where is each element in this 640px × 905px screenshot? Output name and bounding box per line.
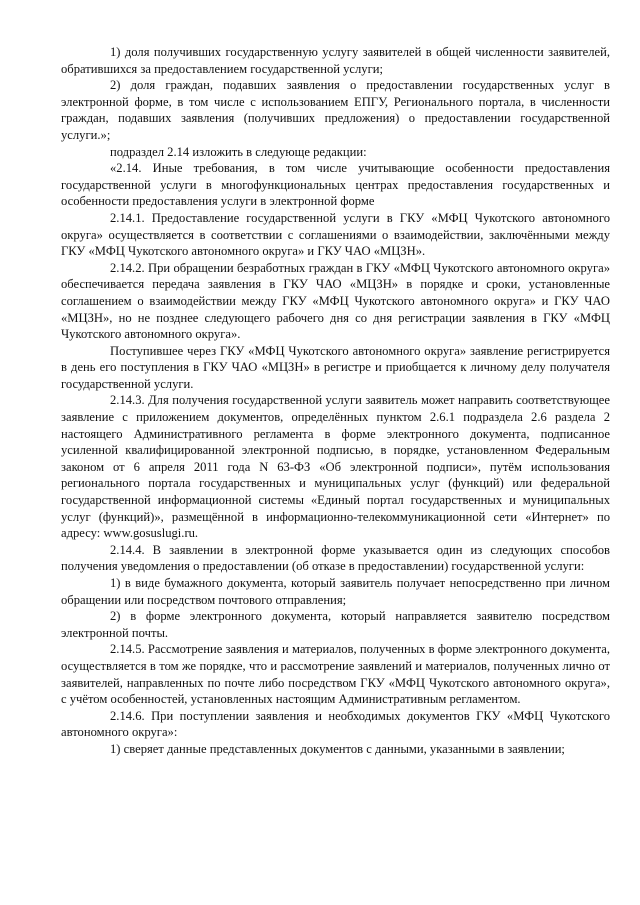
paragraph-2-14-3: 2.14.3. Для получения государственной услуги заявитель может направить соответствующее заявление с приложением документов, определённых пунктом 2.6.1 подраздела 2.6 раздела 2 настоящего Административного регламента в форме электронного документа, подписанное усиленной квалифицированной электронной подписью, в порядке, установленном Федеральным законом от 6 апреля 2011 года N 63-ФЗ «Об электронной подписи», путём использования регионального портала государственных и муниципальных услуг (функций) или федеральной государственной информационной системы «Единый портал государственных и муниципальных услуг (функций)», размещённой в информационно-телекоммуникационной сети «Интернет» по адресу: www.gosuslugi.ru. xyxy=(61,393,610,541)
paragraph-amendment-instruction: подраздел 2.14 изложить в следующе редакции: xyxy=(110,144,367,159)
paragraph-registration: Поступившее через ГКУ «МФЦ Чукотского автономного округа» заявление регистрируется в день его поступления в ГКУ ЧАО «МЦЗН» в регистре и приобщается к личному делу получателя государственной услуги. xyxy=(61,343,610,391)
paragraph-indicator-2: 2) доля граждан, подавших заявления о предоставлении государственных услуг в электронной форме, в том числе с использованием ЕПГУ, Регионального портала, в численности граждан, подавших заявления (получивших предложения) о предоставлении государственной услуги.»; xyxy=(61,78,610,142)
paragraph-2-14-6: 2.14.6. При поступлении заявления и необходимых документов ГКУ «МФЦ Чукотского автономного округа»: xyxy=(61,708,610,740)
paragraph-2-14-2: 2.14.2. При обращении безработных граждан в ГКУ «МФЦ Чукотского автономного округа» обеспечивается передача заявления в ГКУ ЧАО «МЦЗН» в порядке и сроки, установленные соглашением о взаимодействии между ГКУ «МФЦ Чукотского автономного округа» и ГКУ ЧАО «МЦЗН», но не позднее следующего рабочего дня со дня регистрации заявления в ГКУ «МФЦ Чукотского автономного округа». xyxy=(61,260,610,342)
paragraph-2-14-5: 2.14.5. Рассмотрение заявления и материалов, полученных в форме электронного документа, осуществляется в том же порядке, что и рассмотрение заявлений и материалов, полученных лично от заявителей, направленных по почте либо посредством ГКУ «МФЦ Чукотского автономного округа», с учётом особенностей, установленных настоящим Административным регламентом. xyxy=(61,642,610,707)
paragraph-2-14-1: 2.14.1. Предоставление государственной услуги в ГКУ «МФЦ Чукотского автономного округа» осуществляется в соответствии с соглашениями о взаимодействии, заключёнными между ГКУ «МФЦ Чукотского автономного округа» и ГКУ ЧАО «МЦЗН». xyxy=(61,210,610,259)
paragraph-section-2-14-heading: «2.14. Иные требования, в том числе учитывающие особенности предоставления государственной услуги в многофункциональных центрах предоставления государственных и особенности предоставления услуги в электронной форме xyxy=(61,161,610,209)
paragraph-notification-paper: 1) в виде бумажного документа, который заявитель получает непосредственно при личном обращении или посредством почтового отправления; xyxy=(61,576,610,607)
paragraph-indicator-1: 1) доля получивших государственную услугу заявителей в общей численности заявителей, обратившихся за предоставлением государственной услуги; xyxy=(61,45,610,76)
paragraph-verify-data: 1) сверяет данные представленных документов с данными, указанными в заявлении; xyxy=(110,741,565,756)
paragraph-notification-electronic: 2) в форме электронного документа, который направляется заявителю посредством электронной почты. xyxy=(61,609,610,640)
paragraph-2-14-4: 2.14.4. В заявлении в электронной форме указывается один из следующих способов получения уведомления о предоставлении (об отказе в предоставлении) государственной услуги: xyxy=(61,542,610,574)
